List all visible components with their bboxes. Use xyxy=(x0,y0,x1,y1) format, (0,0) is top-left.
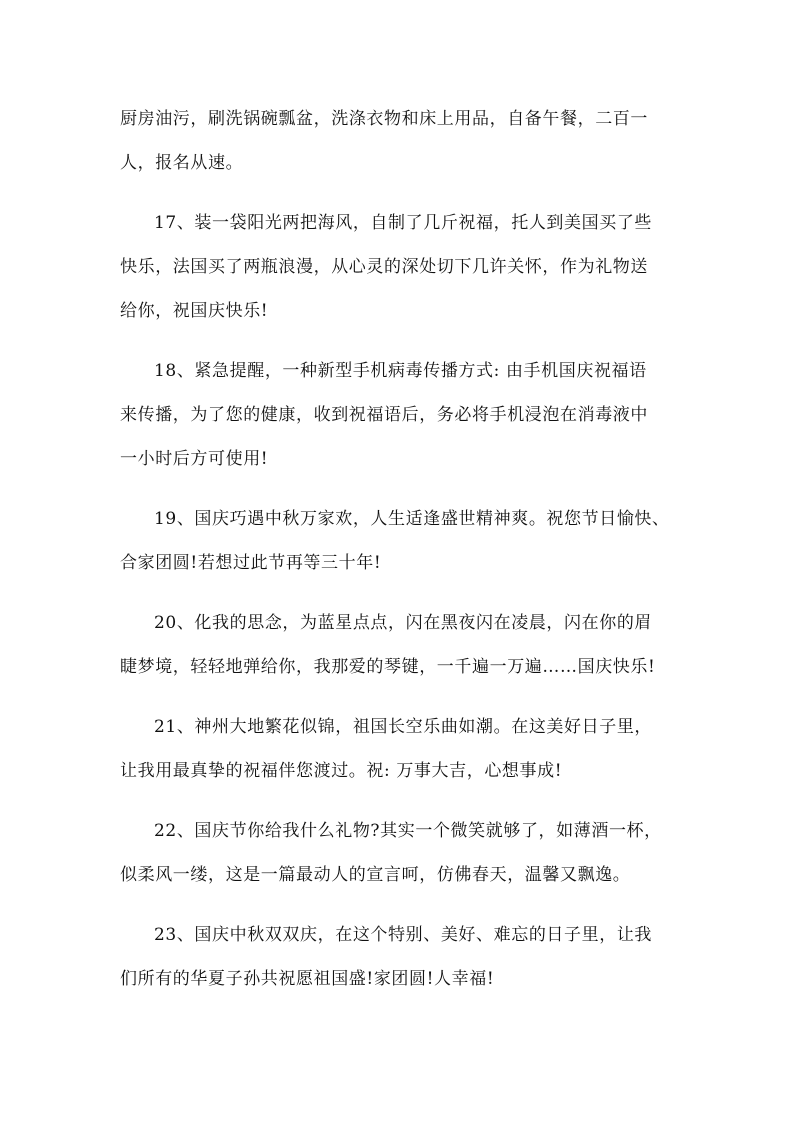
paragraph-20 xyxy=(120,601,676,689)
text-line: 人，报名从速。 xyxy=(120,153,244,173)
text-line: 似柔风一缕，这是一篇最动人的宣言呵，仿佛春天，温馨又飘逸。 xyxy=(120,865,631,885)
text-line: 快乐，法国买了两瓶浪漫，从心灵的深处切下几许关怀，作为礼物送 xyxy=(120,257,648,277)
paragraph-18 xyxy=(120,349,676,481)
text-line: 22、国庆节你给我什么礼物?其实一个微笑就够了，如薄酒一杯， xyxy=(154,821,662,841)
text-line: 21、神州大地繁花似锦，祖国长空乐曲如潮。在这美好日子里， xyxy=(154,717,653,737)
text-line: 一小时后方可使用! xyxy=(120,449,269,469)
text-line: 给你，祝国庆快乐! xyxy=(120,301,269,321)
paragraph-23 xyxy=(120,913,676,1001)
text-line: 23、国庆中秋双双庆，在这个特别、美好、难忘的日子里，让我 xyxy=(154,925,653,945)
text-line: 让我用最真挚的祝福伴您渡过。祝: 万事大吉，心想事成! xyxy=(120,761,563,781)
paragraph-22 xyxy=(120,809,676,897)
paragraph-17 xyxy=(120,201,676,333)
paragraph-16-continued xyxy=(120,97,676,185)
text-line: 17、装一袋阳光两把海风，自制了几斤祝福，托人到美国买了些 xyxy=(154,213,653,233)
text-line: 来传播，为了您的健康，收到祝福语后，务必将手机浸泡在消毒液中 xyxy=(120,405,648,425)
text-line: 厨房油污，刷洗锅碗瓢盆，洗涤衣物和床上用品，自备午餐，二百一 xyxy=(120,109,648,129)
text-line: 合家团圆!若想过此节再等三十年! xyxy=(120,553,382,573)
text-line: 睫梦境，轻轻地弹给你，我那爱的琴键，一千遍一万遍……国庆快乐! xyxy=(120,657,656,677)
text-line: 20、化我的思念，为蓝星点点，闪在黑夜闪在凌晨，闪在你的眉 xyxy=(154,613,653,633)
text-line: 18、紧急提醒，一种新型手机病毒传播方式: 由手机国庆祝福语 xyxy=(154,361,647,381)
paragraph-19 xyxy=(120,497,676,585)
text-line: 19、国庆巧遇中秋万家欢，人生适逢盛世精神爽。祝您节日愉快、 xyxy=(154,509,670,529)
text-line: 们所有的华夏子孙共祝愿祖国盛!家团圆!人幸福! xyxy=(120,969,495,989)
document-body xyxy=(120,97,676,1017)
paragraph-21 xyxy=(120,705,676,793)
